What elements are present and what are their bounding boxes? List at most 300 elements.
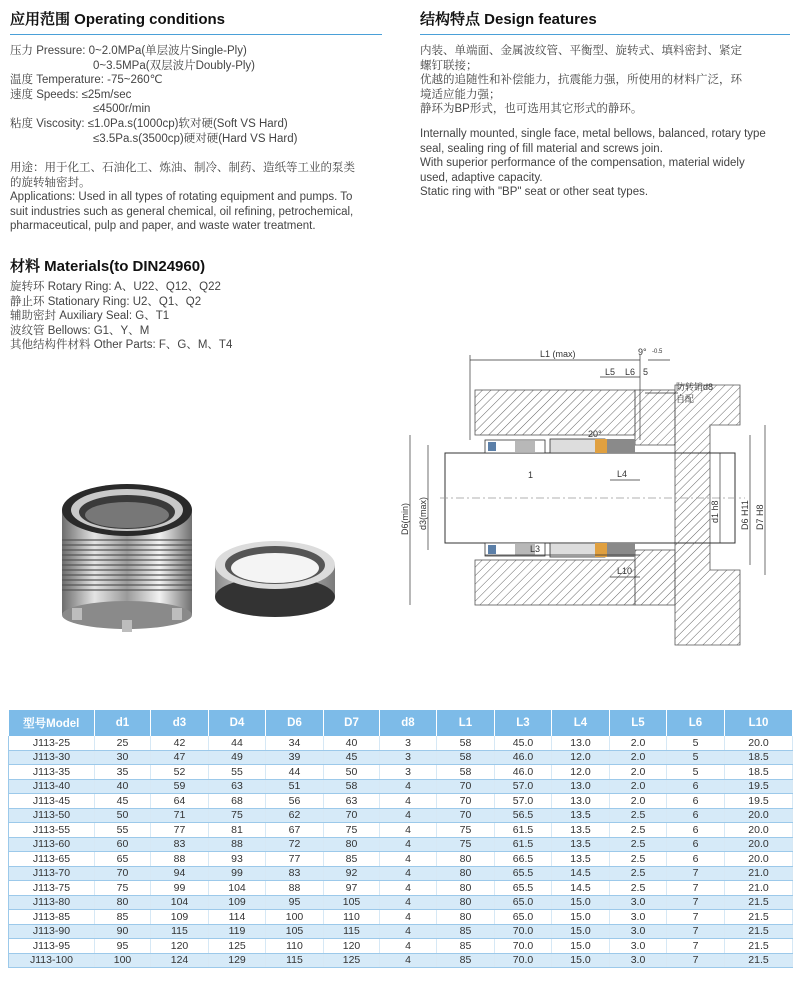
table-cell: 120 bbox=[324, 939, 380, 954]
table-cell: 15.0 bbox=[552, 924, 610, 939]
table-cell: 120 bbox=[151, 939, 209, 954]
usage-line: 用途：用于化工、石油化工、炼油、制冷、制药、造纸等工业的泵类 bbox=[10, 162, 355, 174]
table-cell: 46.0 bbox=[495, 750, 552, 765]
table-cell: 124 bbox=[151, 953, 209, 968]
column-header: D7 bbox=[324, 710, 380, 736]
table-cell: 14.5 bbox=[552, 881, 610, 896]
table-cell: 104 bbox=[151, 895, 209, 910]
table-cell: 3 bbox=[380, 736, 437, 750]
usage-line: Applications: Used in all types of rotating equipment and pumps. To bbox=[10, 191, 353, 204]
table-cell: 2.5 bbox=[610, 866, 667, 881]
table-cell: 2.5 bbox=[610, 837, 667, 852]
table-cell: 70 bbox=[437, 808, 495, 823]
table-cell: 93 bbox=[209, 852, 266, 867]
table-cell: 66.5 bbox=[495, 852, 552, 867]
table-cell: 5 bbox=[667, 736, 725, 750]
table-cell: J113-80 bbox=[9, 895, 95, 910]
table-cell: 70 bbox=[324, 808, 380, 823]
table-cell: J113-100 bbox=[9, 953, 95, 968]
table-row bbox=[9, 808, 793, 823]
table-cell: 70 bbox=[437, 779, 495, 794]
table-cell: 52 bbox=[151, 765, 209, 780]
product-photo bbox=[50, 470, 360, 650]
pressure-line-2: 0~3.5MPa(双层波片Doubly-Ply) bbox=[93, 59, 256, 72]
table-cell: 104 bbox=[209, 881, 266, 896]
table-cell: 20.0 bbox=[725, 837, 793, 852]
table-row bbox=[9, 837, 793, 852]
table-cell: 45 bbox=[324, 750, 380, 765]
column-header: L1 bbox=[437, 710, 495, 736]
material-line: 静止环 Stationary Ring: U2、Q1、Q2 bbox=[10, 295, 202, 308]
pin-label: 防转销d8 bbox=[676, 382, 714, 392]
table-cell: 2.5 bbox=[610, 823, 667, 838]
table-cell: 125 bbox=[209, 939, 266, 954]
table-row bbox=[9, 852, 793, 867]
table-cell: 4 bbox=[380, 953, 437, 968]
viscosity-line-2: ≤3.5Pa.s(3500cp)硬对硬(Hard VS Hard) bbox=[93, 132, 298, 145]
table-cell: 58 bbox=[437, 750, 495, 765]
material-line: 波纹管 Bellows: G1、Y、M bbox=[10, 324, 150, 337]
table-cell: 57.0 bbox=[495, 779, 552, 794]
table-cell: 62 bbox=[266, 808, 324, 823]
table-cell: 4 bbox=[380, 779, 437, 794]
table-cell: 75 bbox=[95, 881, 151, 896]
table-cell: 77 bbox=[266, 852, 324, 867]
table-cell: J113-70 bbox=[9, 866, 95, 881]
table-cell: 80 bbox=[324, 837, 380, 852]
table-cell: 40 bbox=[324, 736, 380, 750]
design-line bbox=[420, 117, 795, 127]
table-cell: 18.5 bbox=[725, 750, 793, 765]
table-cell: 4 bbox=[380, 808, 437, 823]
table-cell: 58 bbox=[437, 736, 495, 750]
table-cell: 64 bbox=[151, 794, 209, 809]
design-line: 静环为BP形式，也可选用其它形式的静环。 bbox=[420, 103, 643, 116]
column-header: D4 bbox=[209, 710, 266, 736]
dim-h8: D7 H8 bbox=[755, 504, 765, 530]
column-header: D6 bbox=[266, 710, 324, 736]
table-cell: 97 bbox=[324, 881, 380, 896]
table-cell: 2.0 bbox=[610, 765, 667, 780]
table-cell: 3.0 bbox=[610, 924, 667, 939]
table-cell: 3.0 bbox=[610, 895, 667, 910]
table-cell: 7 bbox=[667, 953, 725, 968]
table-cell: 4 bbox=[380, 852, 437, 867]
table-cell: 99 bbox=[209, 866, 266, 881]
viscosity-line: 粘度 Viscosity: ≤1.0Pa.s(1000cp)软对硬(Soft VS Hard) bbox=[10, 117, 288, 130]
table-cell: 129 bbox=[209, 953, 266, 968]
table-cell: 7 bbox=[667, 910, 725, 925]
spec-table-body bbox=[9, 736, 793, 968]
table-cell: 94 bbox=[151, 866, 209, 881]
table-cell: 70 bbox=[95, 866, 151, 881]
table-cell: 13.5 bbox=[552, 808, 610, 823]
table-cell: 80 bbox=[437, 852, 495, 867]
table-cell: 70 bbox=[437, 794, 495, 809]
table-cell: 44 bbox=[209, 736, 266, 750]
table-cell: 95 bbox=[95, 939, 151, 954]
table-cell: 21.5 bbox=[725, 910, 793, 925]
table-cell: 50 bbox=[324, 765, 380, 780]
table-cell: 3.0 bbox=[610, 939, 667, 954]
table-cell: 15.0 bbox=[552, 910, 610, 925]
table-row bbox=[9, 750, 793, 765]
table-cell: 20.0 bbox=[725, 808, 793, 823]
table-cell: 40 bbox=[95, 779, 151, 794]
table-cell: 65.0 bbox=[495, 895, 552, 910]
table-cell: J113-45 bbox=[9, 794, 95, 809]
table-cell: J113-60 bbox=[9, 837, 95, 852]
table-cell: 88 bbox=[151, 852, 209, 867]
column-header: d3 bbox=[151, 710, 209, 736]
material-line: 旋转环 Rotary Ring: A、U22、Q12、Q22 bbox=[10, 281, 221, 293]
table-cell: 72 bbox=[266, 837, 324, 852]
table-cell: 4 bbox=[380, 881, 437, 896]
table-cell: 61.5 bbox=[495, 823, 552, 838]
table-row bbox=[9, 866, 793, 881]
dim-d1: d1 h8 bbox=[710, 500, 720, 523]
table-row bbox=[9, 939, 793, 954]
table-cell: J113-35 bbox=[9, 765, 95, 780]
table-cell: 13.0 bbox=[552, 794, 610, 809]
usage-text bbox=[10, 161, 385, 234]
dim-angle: 20° bbox=[588, 429, 602, 439]
table-cell: 60 bbox=[95, 837, 151, 852]
table-row bbox=[9, 823, 793, 838]
table-cell: 110 bbox=[266, 939, 324, 954]
table-cell: 49 bbox=[209, 750, 266, 765]
table-cell: 70.0 bbox=[495, 953, 552, 968]
temperature-line: 温度 Temperature: -75~260℃ bbox=[10, 74, 163, 87]
table-cell: 13.5 bbox=[552, 852, 610, 867]
table-cell: 95 bbox=[266, 895, 324, 910]
table-cell: 3 bbox=[380, 765, 437, 780]
stationary-ring bbox=[215, 541, 335, 617]
operating-title: 应用范围 Operating conditions bbox=[10, 11, 226, 28]
table-cell: 47 bbox=[151, 750, 209, 765]
dim-l3: L3 bbox=[530, 544, 541, 554]
table-cell: 2.0 bbox=[610, 750, 667, 765]
table-cell: 59 bbox=[151, 779, 209, 794]
design-line: Internally mounted, single face, metal bellows, balanced, rotary type bbox=[420, 127, 766, 140]
material-line: 辅助密封 Auxiliary Seal: G、T1 bbox=[10, 310, 170, 323]
table-cell: 44 bbox=[266, 765, 324, 780]
table-cell: 6 bbox=[667, 808, 725, 823]
table-cell: 5 bbox=[667, 750, 725, 765]
table-cell: 65.5 bbox=[495, 866, 552, 881]
table-cell: 125 bbox=[324, 953, 380, 968]
table-row bbox=[9, 910, 793, 925]
table-cell: 4 bbox=[380, 910, 437, 925]
table-cell: 42 bbox=[151, 736, 209, 750]
table-cell: 56 bbox=[266, 794, 324, 809]
table-cell: 20.0 bbox=[725, 736, 793, 750]
table-cell: 80 bbox=[437, 895, 495, 910]
table-cell: J113-95 bbox=[9, 939, 95, 954]
table-cell: 15.0 bbox=[552, 953, 610, 968]
column-header: d8 bbox=[380, 710, 437, 736]
table-cell: 80 bbox=[437, 866, 495, 881]
column-header: L4 bbox=[552, 710, 610, 736]
usage-line: pharmaceutical, pulp and paper, and waste water treatment. bbox=[10, 220, 316, 233]
table-cell: 6 bbox=[667, 852, 725, 867]
table-cell: 80 bbox=[437, 910, 495, 925]
spec-table-head bbox=[9, 710, 793, 736]
table-cell: 70.0 bbox=[495, 924, 552, 939]
table-cell: 75 bbox=[437, 823, 495, 838]
table-cell: J113-85 bbox=[9, 910, 95, 925]
table-cell: 68 bbox=[209, 794, 266, 809]
table-cell: 110 bbox=[324, 910, 380, 925]
table-cell: 85 bbox=[437, 953, 495, 968]
table-cell: 99 bbox=[151, 881, 209, 896]
table-cell: 3.0 bbox=[610, 953, 667, 968]
table-cell: 20.0 bbox=[725, 852, 793, 867]
table-cell: 75 bbox=[437, 837, 495, 852]
table-cell: 6 bbox=[667, 823, 725, 838]
dim-dmax: d3(max) bbox=[418, 496, 428, 530]
table-cell: 4 bbox=[380, 895, 437, 910]
table-cell: 57.0 bbox=[495, 794, 552, 809]
dim-h11: D6 H11 bbox=[740, 500, 750, 530]
table-row bbox=[9, 924, 793, 939]
table-cell: 109 bbox=[151, 910, 209, 925]
table-cell: 4 bbox=[380, 794, 437, 809]
table-cell: 55 bbox=[209, 765, 266, 780]
table-cell: 45.0 bbox=[495, 736, 552, 750]
operating-conditions-list bbox=[10, 44, 297, 146]
table-cell: 4 bbox=[380, 939, 437, 954]
table-cell: 5 bbox=[667, 765, 725, 780]
table-cell: 21.5 bbox=[725, 939, 793, 954]
column-header: L6 bbox=[667, 710, 725, 736]
table-cell: 105 bbox=[324, 895, 380, 910]
table-cell: 115 bbox=[151, 924, 209, 939]
table-cell: 77 bbox=[151, 823, 209, 838]
table-cell: 50 bbox=[95, 808, 151, 823]
table-cell: 46.0 bbox=[495, 765, 552, 780]
dim-l1: L1 (max) bbox=[540, 349, 576, 359]
design-line: used, adaptive capacity. bbox=[420, 171, 543, 184]
design-line: With superior performance of the compensation, material widely bbox=[420, 157, 745, 170]
table-cell: 13.0 bbox=[552, 736, 610, 750]
table-cell: 7 bbox=[667, 939, 725, 954]
dim-one: 1 bbox=[528, 470, 534, 480]
table-row bbox=[9, 736, 793, 750]
table-cell: J113-25 bbox=[9, 736, 95, 750]
design-line: 优越的追随性和补偿能力，抗震能力强，所使用的材料广泛，环 bbox=[420, 74, 742, 87]
table-row bbox=[9, 779, 793, 794]
table-cell: 2.0 bbox=[610, 736, 667, 750]
table-cell: 3.0 bbox=[610, 910, 667, 925]
table-cell: J113-50 bbox=[9, 808, 95, 823]
table-cell: 114 bbox=[209, 910, 266, 925]
table-cell: J113-90 bbox=[9, 924, 95, 939]
column-header: L10 bbox=[725, 710, 793, 736]
table-cell: 115 bbox=[266, 953, 324, 968]
table-cell: 51 bbox=[266, 779, 324, 794]
table-cell: 81 bbox=[209, 823, 266, 838]
table-cell: 63 bbox=[209, 779, 266, 794]
design-line: 内装、单端面、金属波纹管、平衡型、旋转式、填料密封、紧定 bbox=[420, 45, 742, 57]
table-cell: 39 bbox=[266, 750, 324, 765]
column-header: L5 bbox=[610, 710, 667, 736]
table-cell: 6 bbox=[667, 794, 725, 809]
table-cell: 70.0 bbox=[495, 939, 552, 954]
design-title: 结构特点 Design features bbox=[420, 11, 597, 28]
table-cell: J113-65 bbox=[9, 852, 95, 867]
design-line: 螺钉联接； bbox=[420, 59, 478, 72]
table-cell: 56.5 bbox=[495, 808, 552, 823]
column-header: 型号Model bbox=[9, 710, 95, 736]
table-cell: 67 bbox=[266, 823, 324, 838]
table-cell: 21.0 bbox=[725, 866, 793, 881]
table-cell: 65.5 bbox=[495, 881, 552, 896]
table-cell: 15.0 bbox=[552, 895, 610, 910]
table-cell: 119 bbox=[209, 924, 266, 939]
table-cell: 100 bbox=[266, 910, 324, 925]
table-cell: 19.5 bbox=[725, 779, 793, 794]
table-cell: 21.5 bbox=[725, 895, 793, 910]
design-rule bbox=[420, 34, 790, 35]
table-cell: 85 bbox=[95, 910, 151, 925]
table-cell: 21.0 bbox=[725, 881, 793, 896]
dim-l5: L5 bbox=[605, 367, 616, 377]
table-row bbox=[9, 953, 793, 968]
table-cell: 2.5 bbox=[610, 852, 667, 867]
design-line: seal, sealing ring of fill material and screws join. bbox=[420, 142, 663, 155]
dim-five: 5 bbox=[643, 367, 649, 377]
table-cell: 21.5 bbox=[725, 953, 793, 968]
table-cell: 7 bbox=[667, 881, 725, 896]
table-cell: 65 bbox=[95, 852, 151, 867]
table-cell: 85 bbox=[324, 852, 380, 867]
table-cell: 105 bbox=[266, 924, 324, 939]
operating-rule bbox=[10, 34, 382, 35]
table-cell: 7 bbox=[667, 866, 725, 881]
table-cell: 4 bbox=[380, 866, 437, 881]
table-cell: 45 bbox=[95, 794, 151, 809]
table-cell: 92 bbox=[324, 866, 380, 881]
usage-line: 的旋转轴密封。 bbox=[10, 176, 91, 189]
table-cell: 80 bbox=[95, 895, 151, 910]
materials-list bbox=[10, 280, 232, 353]
dim-l10: L10 bbox=[617, 566, 633, 576]
table-cell: J113-55 bbox=[9, 823, 95, 838]
table-cell: 6 bbox=[667, 837, 725, 852]
table-cell: J113-75 bbox=[9, 881, 95, 896]
table-row bbox=[9, 895, 793, 910]
dim-dmin: D6(min) bbox=[400, 502, 410, 535]
table-cell: 71 bbox=[151, 808, 209, 823]
design-features-text bbox=[420, 44, 795, 200]
table-cell: 80 bbox=[437, 881, 495, 896]
table-cell: 2.5 bbox=[610, 808, 667, 823]
table-cell: 2.5 bbox=[610, 881, 667, 896]
table-cell: 35 bbox=[95, 765, 151, 780]
table-cell: 20.0 bbox=[725, 823, 793, 838]
table-cell: 25 bbox=[95, 736, 151, 750]
table-cell: 13.5 bbox=[552, 823, 610, 838]
dim-l4: L4 bbox=[617, 469, 628, 479]
table-cell: 6 bbox=[667, 779, 725, 794]
table-cell: 12.0 bbox=[552, 765, 610, 780]
table-cell: 90 bbox=[95, 924, 151, 939]
column-header: L3 bbox=[495, 710, 552, 736]
table-cell: 109 bbox=[209, 895, 266, 910]
design-line: 境适应能力强； bbox=[420, 88, 501, 101]
table-cell: 13.5 bbox=[552, 837, 610, 852]
table-cell: 85 bbox=[437, 924, 495, 939]
usage-line: suit industries such as general chemical, oil refining, petrochemical, bbox=[10, 205, 354, 218]
table-cell: 83 bbox=[151, 837, 209, 852]
table-cell: 58 bbox=[324, 779, 380, 794]
header-row bbox=[9, 710, 793, 736]
dim-tol: -0.5 bbox=[652, 349, 663, 355]
table-cell: 2.0 bbox=[610, 794, 667, 809]
table-row bbox=[9, 794, 793, 809]
table-cell: 55 bbox=[95, 823, 151, 838]
design-line: Static ring with "BP" seat or other seat types. bbox=[420, 186, 649, 199]
table-cell: 61.5 bbox=[495, 837, 552, 852]
table-cell: 12.0 bbox=[552, 750, 610, 765]
spec-table bbox=[8, 710, 793, 968]
pressure-line: 压力 Pressure: 0~2.0MPa(单层波片Single-Ply) bbox=[10, 45, 247, 57]
table-cell: 88 bbox=[266, 881, 324, 896]
dim-nine: 9° bbox=[638, 347, 647, 357]
table-cell: 4 bbox=[380, 924, 437, 939]
technical-drawing bbox=[400, 345, 780, 650]
pin-label-2: 自配 bbox=[676, 394, 695, 404]
table-cell: 13.0 bbox=[552, 779, 610, 794]
table-cell: 7 bbox=[667, 895, 725, 910]
table-cell: 34 bbox=[266, 736, 324, 750]
table-cell: 58 bbox=[437, 765, 495, 780]
table-cell: 21.5 bbox=[725, 924, 793, 939]
table-cell: 63 bbox=[324, 794, 380, 809]
table-cell: 85 bbox=[437, 939, 495, 954]
table-cell: J113-40 bbox=[9, 779, 95, 794]
table-cell: 18.5 bbox=[725, 765, 793, 780]
rotary-seal-assembly bbox=[62, 484, 192, 632]
table-cell: 14.5 bbox=[552, 866, 610, 881]
table-cell: 30 bbox=[95, 750, 151, 765]
materials-title: 材料 Materials(to DIN24960) bbox=[10, 258, 206, 275]
table-cell: 4 bbox=[380, 823, 437, 838]
table-cell: 115 bbox=[324, 924, 380, 939]
table-cell: 65.0 bbox=[495, 910, 552, 925]
speed-line: 速度 Speeds: ≤25m/sec bbox=[10, 88, 132, 101]
table-cell: 3 bbox=[380, 750, 437, 765]
table-row bbox=[9, 881, 793, 896]
table-cell: 83 bbox=[266, 866, 324, 881]
table-cell: 2.0 bbox=[610, 779, 667, 794]
table-cell: 4 bbox=[380, 837, 437, 852]
table-cell: J113-30 bbox=[9, 750, 95, 765]
table-row bbox=[9, 765, 793, 780]
table-cell: 88 bbox=[209, 837, 266, 852]
material-line: 其他结构件材料 Other Parts: F、G、M、T4 bbox=[10, 339, 233, 352]
dim-l6: L6 bbox=[625, 367, 636, 377]
table-cell: 7 bbox=[667, 924, 725, 939]
table-cell: 19.5 bbox=[725, 794, 793, 809]
speed-line-2: ≤4500r/min bbox=[93, 103, 151, 116]
table-cell: 100 bbox=[95, 953, 151, 968]
table-cell: 75 bbox=[209, 808, 266, 823]
table-cell: 75 bbox=[324, 823, 380, 838]
table-cell: 15.0 bbox=[552, 939, 610, 954]
column-header: d1 bbox=[95, 710, 151, 736]
